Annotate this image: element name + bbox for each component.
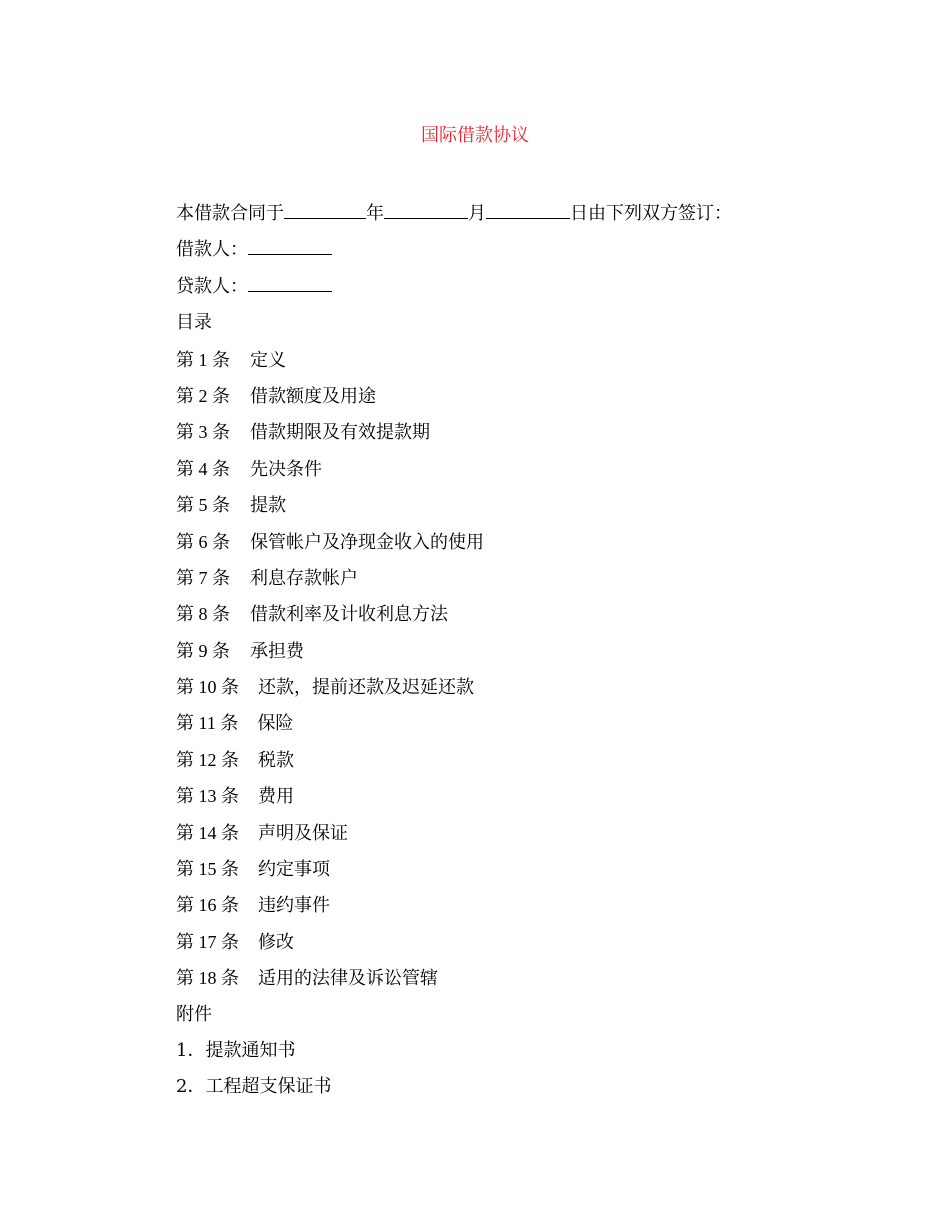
intro-line xyxy=(176,196,816,232)
toc-item xyxy=(176,815,816,851)
toc-item xyxy=(176,778,816,814)
month-blank xyxy=(384,200,468,219)
toc-item xyxy=(176,560,816,596)
toc-item-text: 借款额度及用途 xyxy=(250,385,376,407)
borrower-blank xyxy=(248,236,332,255)
toc-item xyxy=(176,633,816,669)
toc-item-number: 第 4 条 xyxy=(176,458,230,479)
lender-blank xyxy=(248,273,332,292)
toc-item xyxy=(176,705,816,741)
toc-item xyxy=(176,742,816,778)
intro-month: 月 xyxy=(468,203,486,224)
toc-item-text: 适用的法律及诉讼管辖 xyxy=(258,968,438,990)
attachment-item: 2．工程超支保证书 xyxy=(176,1076,332,1098)
toc-item-text: 违约事件 xyxy=(258,895,330,917)
toc-item-number: 第 8 条 xyxy=(176,604,230,625)
toc-item-number: 第 5 条 xyxy=(176,495,230,516)
toc-item-number: 第 7 条 xyxy=(176,567,230,588)
lender-line xyxy=(176,269,816,305)
toc-item-number: 第 2 条 xyxy=(176,385,230,406)
toc-item-number: 第 14 条 xyxy=(176,822,239,843)
toc-item xyxy=(176,851,816,887)
toc-item-text: 承担费 xyxy=(250,640,304,662)
toc-item xyxy=(176,414,816,450)
toc-item-number: 第 16 条 xyxy=(176,895,239,916)
toc-item xyxy=(176,960,816,996)
toc-item-text: 先决条件 xyxy=(250,458,322,480)
toc-item-number: 第 9 条 xyxy=(176,640,230,661)
toc-item-text: 保险 xyxy=(257,713,294,735)
toc-item-text: 保管帐户及净现金收入的使用 xyxy=(250,531,484,553)
toc-item-text: 修改 xyxy=(258,931,294,953)
document-body xyxy=(176,196,816,1106)
intro-suffix: 日由下列双方签订： xyxy=(570,203,732,224)
lender-label: 贷款人： xyxy=(176,275,248,297)
toc-item-text: 利息存款帐户 xyxy=(250,567,358,589)
toc-item xyxy=(176,887,816,923)
toc-item-number: 第 15 条 xyxy=(176,859,239,880)
toc-item-text: 借款利率及计收利息方法 xyxy=(250,604,448,626)
toc-item-number: 第 3 条 xyxy=(176,422,230,443)
toc-heading: 目录 xyxy=(176,312,212,334)
toc-item xyxy=(176,669,816,705)
attachment-item: 1．提款通知书 xyxy=(176,1039,296,1061)
intro-prefix: 本借款合同于 xyxy=(176,203,284,224)
toc-item-text: 提款 xyxy=(250,495,286,517)
toc-item xyxy=(176,378,816,414)
toc-item-number: 第 17 条 xyxy=(176,931,239,952)
toc-item-number: 第 12 条 xyxy=(176,749,239,770)
toc-item-number: 第 6 条 xyxy=(176,531,230,552)
toc-item xyxy=(176,342,816,378)
document-title: 国际借款协议 xyxy=(421,125,529,146)
toc-item xyxy=(176,524,816,560)
intro-year: 年 xyxy=(366,203,384,224)
toc-item-text: 费用 xyxy=(258,786,294,808)
borrower-label: 借款人： xyxy=(176,239,248,261)
toc-item-number: 第 1 条 xyxy=(176,349,230,370)
toc-item-number: 第 10 条 xyxy=(176,677,239,698)
toc-item xyxy=(176,596,816,632)
toc-item xyxy=(176,487,816,523)
toc-item-text: 税款 xyxy=(258,749,294,771)
toc-item-text: 定义 xyxy=(250,349,286,371)
toc-list xyxy=(176,342,816,997)
toc-item-text: 约定事项 xyxy=(258,859,330,881)
attachments-heading: 附件 xyxy=(176,1003,212,1025)
toc-item-text: 声明及保证 xyxy=(258,822,348,844)
day-blank xyxy=(486,200,570,219)
year-blank xyxy=(284,200,366,219)
toc-item-text: 还款，提前还款及迟延还款 xyxy=(258,677,474,699)
toc-item xyxy=(176,451,816,487)
attachments-list xyxy=(176,1033,816,1106)
toc-item-number: 第 13 条 xyxy=(176,786,239,807)
toc-item-number: 第 18 条 xyxy=(176,968,239,989)
toc-item-number: 第 11 条 xyxy=(176,713,239,734)
toc-item-text: 借款期限及有效提款期 xyxy=(250,422,430,444)
toc-item xyxy=(176,924,816,960)
borrower-line xyxy=(176,232,816,268)
